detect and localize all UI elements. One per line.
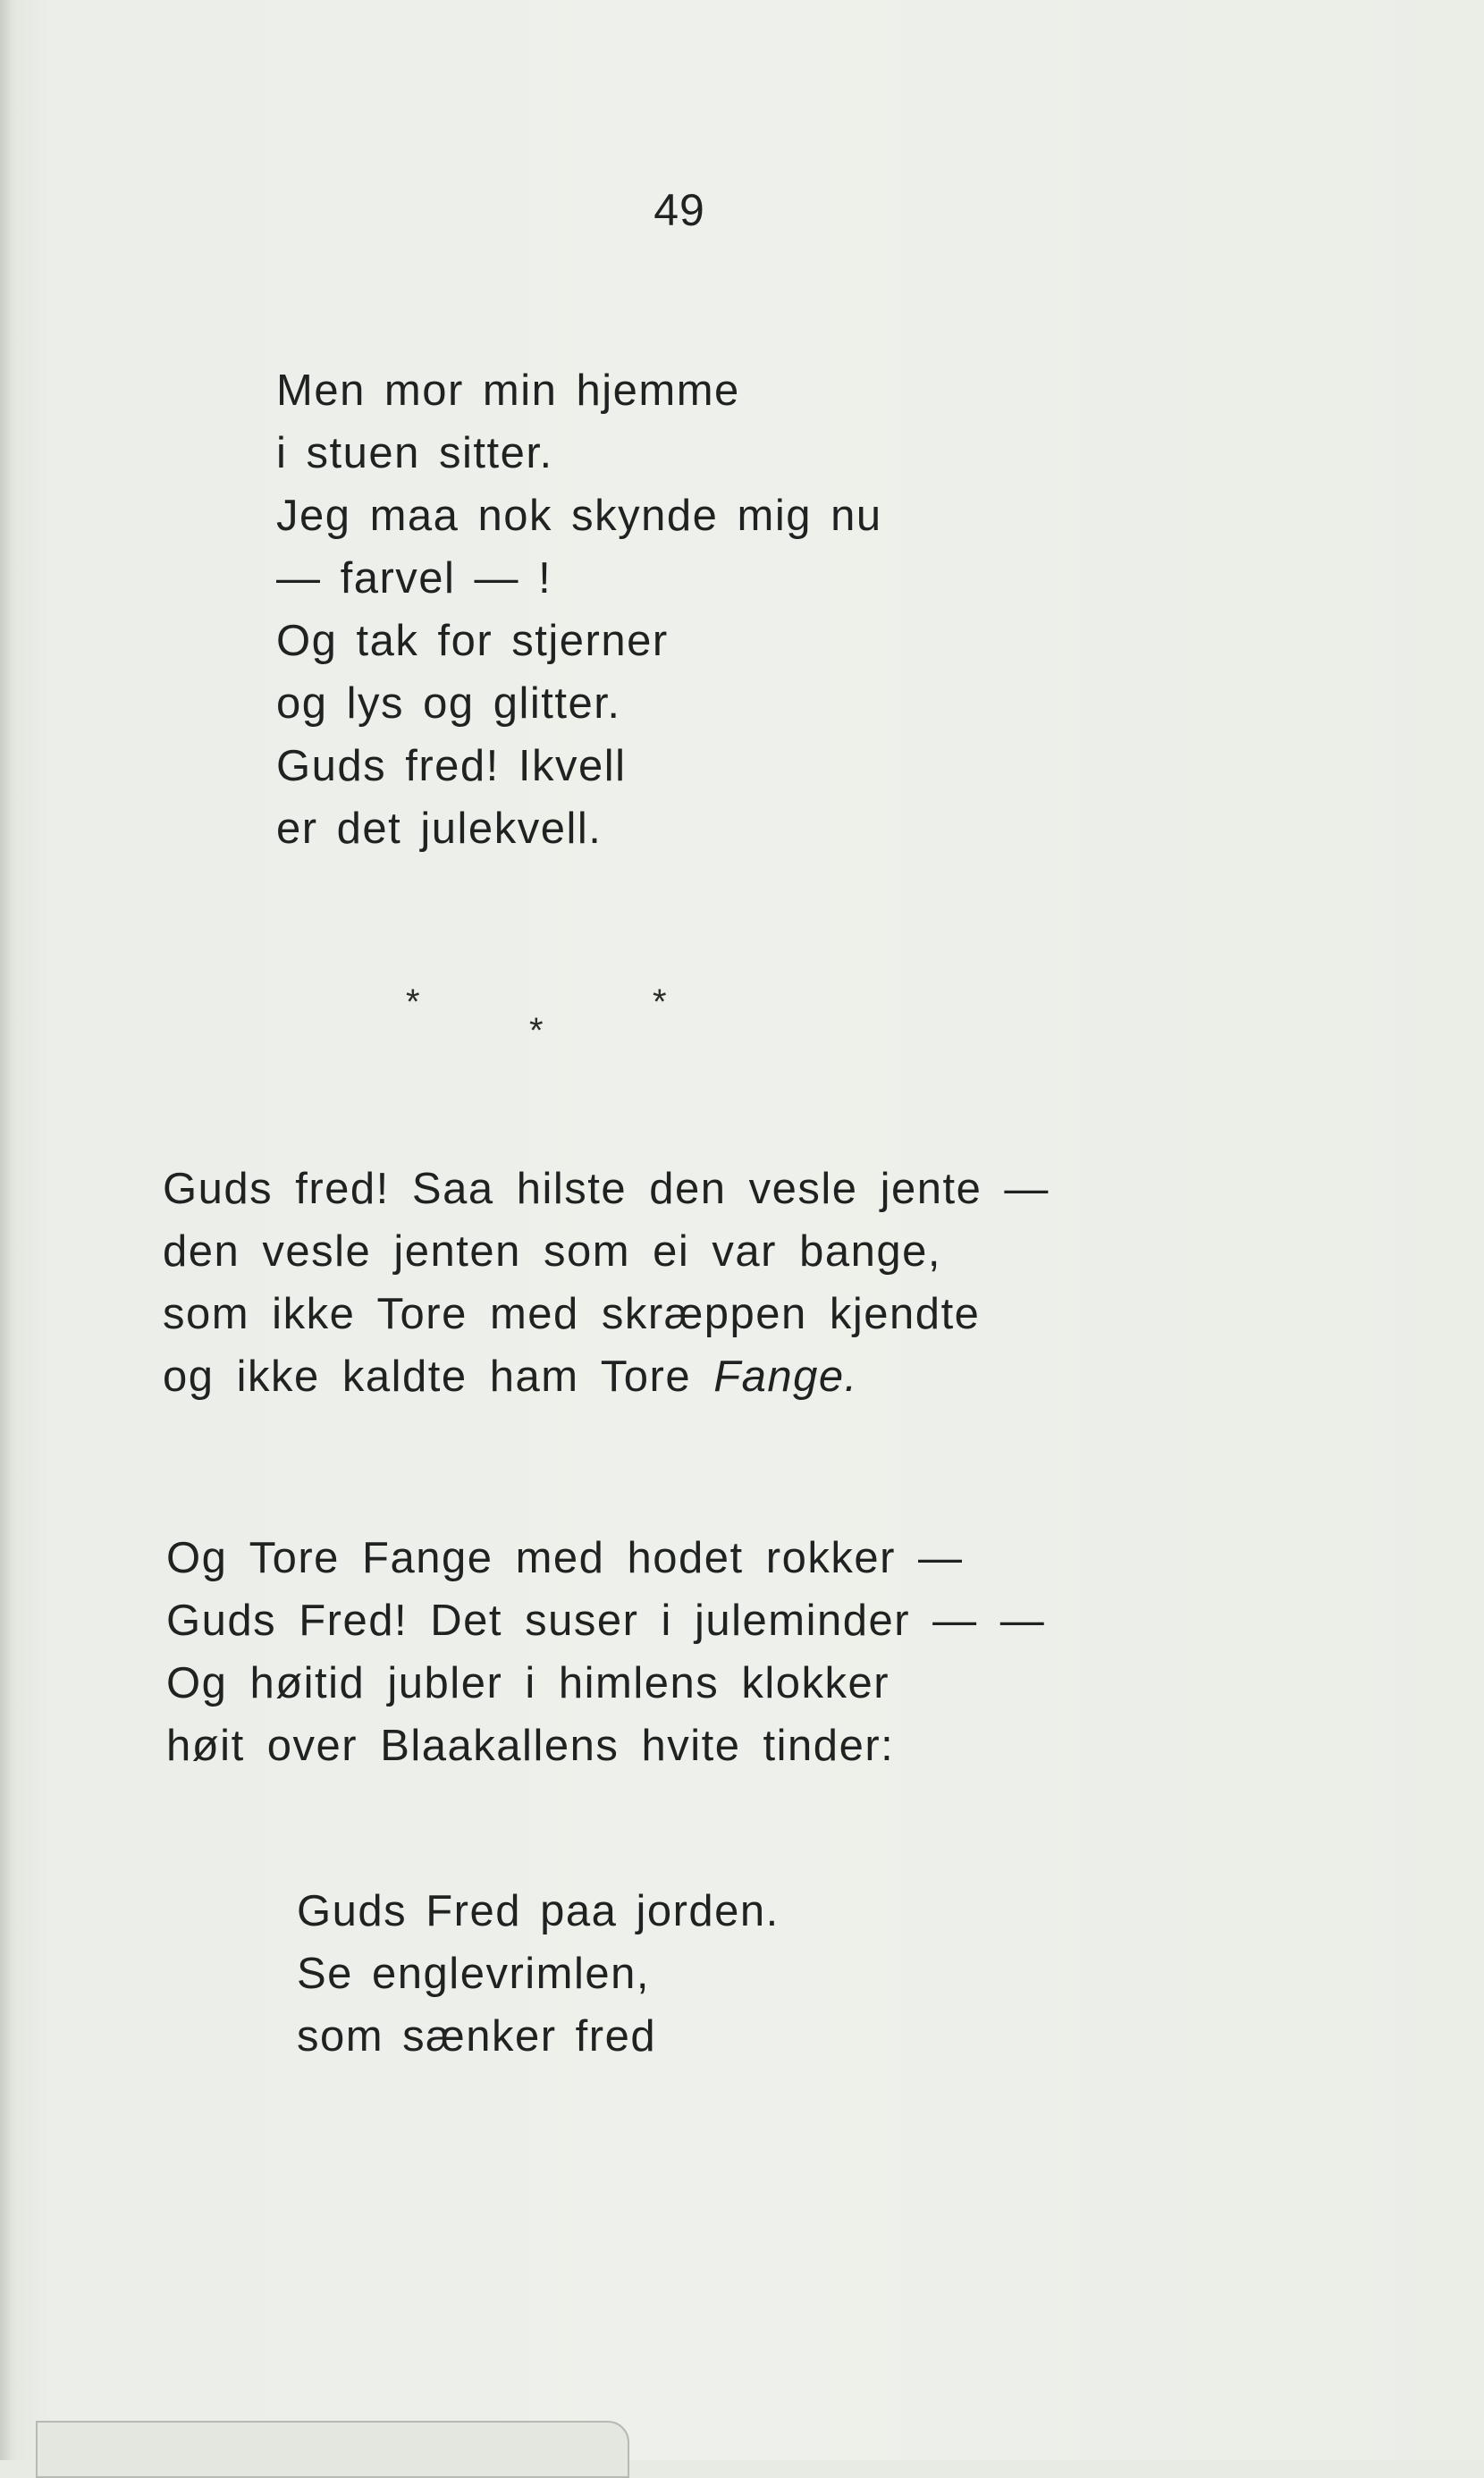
page-bottom-tab-edge <box>36 2421 629 2478</box>
stanza-2 <box>163 1158 1050 1408</box>
poem-line: Men mor min hjemme <box>276 367 740 415</box>
poem-line: Jeg maa nok skynde mig nu <box>276 492 882 540</box>
poem-line-text: og ikke kaldte ham Tore <box>163 1353 714 1401</box>
poem-line: Guds Fred! Det suser i juleminder — — <box>166 1597 1046 1645</box>
poem-line: Og tak for stjerner <box>276 617 669 665</box>
poem-line: — farvel — ! <box>276 554 552 603</box>
poem-line: som sænker fred <box>297 2012 657 2061</box>
poem-line: høit over Blaakallens hvite tinder: <box>166 1722 895 1770</box>
poem-line-italic-word: Fange. <box>713 1353 858 1401</box>
poem-line: Og høitid jubler i himlens klokker <box>166 1659 890 1707</box>
poem-line: Og Tore Fange med hodet rokker — <box>166 1534 964 1582</box>
page-number: 49 <box>653 185 705 235</box>
poem-line: er det julekvell. <box>276 805 603 853</box>
page-spine-edge <box>0 0 13 2460</box>
asterisk: * <box>529 1011 544 1050</box>
poem-line: og lys og glitter. <box>276 679 621 728</box>
asterisk: * <box>406 982 420 1022</box>
asterism-separator <box>393 979 697 1059</box>
stanza-1 <box>276 359 882 860</box>
poem-line: Guds Fred paa jorden. <box>297 1887 780 1935</box>
poem-line: Se englevrimlen, <box>297 1950 650 1998</box>
asterisk: * <box>653 982 667 1022</box>
poem-line: Guds fred! Ikvell <box>276 742 627 790</box>
poem-line <box>163 1345 1050 1408</box>
poem-line: som ikke Tore med skræppen kjendte <box>163 1290 981 1338</box>
poem-line: Guds fred! Saa hilste den vesle jente — <box>163 1165 1050 1213</box>
stanza-4 <box>297 1880 780 2068</box>
stanza-3 <box>166 1527 1045 1777</box>
poem-line: den vesle jenten som ei var bange, <box>163 1227 941 1276</box>
poem-line: i stuen sitter. <box>276 429 553 477</box>
